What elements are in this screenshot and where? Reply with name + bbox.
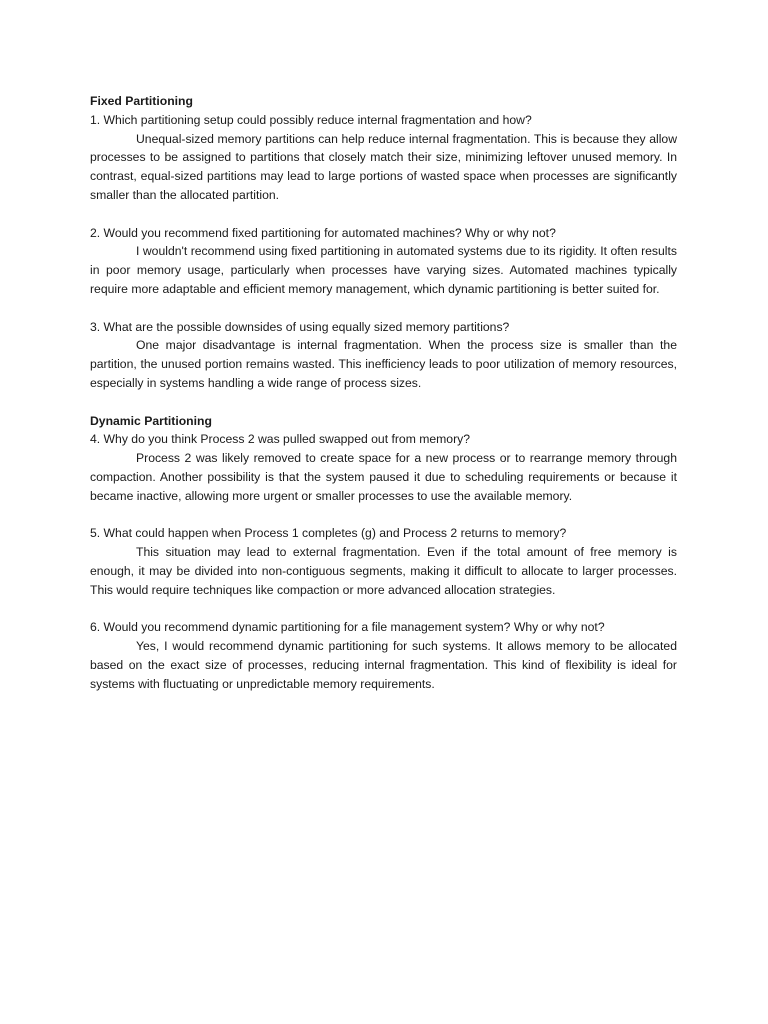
answer-text: Unequal-sized memory partitions can help reduce internal fragmentation. This is because they allow processes to be assigned to partitions that closely match their size, minimizing leftover unused memory. In contrast, equal-sized partitions may lead to large portions of wasted space when processes are significantly smaller than the allocated partition.	[90, 131, 677, 202]
question-text: 1. Which partitioning setup could possibly reduce internal fragmentation and how?	[90, 112, 532, 127]
answer-text: This situation may lead to external fragmentation. Even if the total amount of free memory is enough, it may be divided into non-contiguous segments, making it difficult to allocate to larger processes. This would require techniques like compaction or more advanced allocation strategies.	[90, 545, 677, 597]
question-text: 5. What could happen when Process 1 completes (g) and Process 2 returns to memory?	[90, 526, 567, 541]
document-page	[90, 92, 677, 712]
question-text: 3. What are the possible downsides of using equally sized memory partitions?	[90, 319, 510, 334]
question-text: 6. Would you recommend dynamic partitioning for a file management system? Why or why not?	[90, 620, 605, 635]
question-text: 4. Why do you think Process 2 was pulled swapped out from memory?	[90, 432, 471, 447]
qa-item-4	[90, 430, 677, 505]
answer-text: One major disadvantage is internal fragmentation. When the process size is smaller than the partition, the unused portion remains wasted. This inefficiency leads to poor utilization of memory resources, especially in systems handling a wide range of process sizes.	[90, 338, 677, 390]
answer-text: Process 2 was likely removed to create space for a new process or to rearrange memory through compaction. Another possibility is that the system paused it due to scheduling requirements or because it became inactive, allowing more urgent or smaller processes to use the available memory.	[90, 451, 677, 503]
section-heading: Fixed Partitioning	[90, 94, 193, 108]
section-heading: Dynamic Partitioning	[90, 413, 212, 428]
answer-text: Yes, I would recommend dynamic partitioning for such systems. It allows memory to be allocated based on the exact size of processes, reducing internal fragmentation. This kind of flexibility is ideal for systems with fluctuating or unpredictable memory requirements.	[90, 639, 677, 691]
section-dynamic-partitioning	[90, 412, 677, 694]
question-text: 2. Would you recommend fixed partitioning for automated machines? Why or why not?	[90, 225, 556, 240]
qa-item-3	[90, 318, 677, 393]
qa-item-6	[90, 618, 677, 693]
qa-item-1	[90, 111, 677, 205]
section-fixed-partitioning	[90, 92, 677, 393]
answer-text: I wouldn't recommend using fixed partitioning in automated systems due to its rigidity. It often results in poor memory usage, particularly when processes have varying sizes. Automated machines typically require more adaptable and efficient memory management, which dynamic partitioning is better suited for.	[90, 244, 677, 296]
qa-item-2	[90, 224, 677, 299]
qa-item-5	[90, 524, 677, 599]
